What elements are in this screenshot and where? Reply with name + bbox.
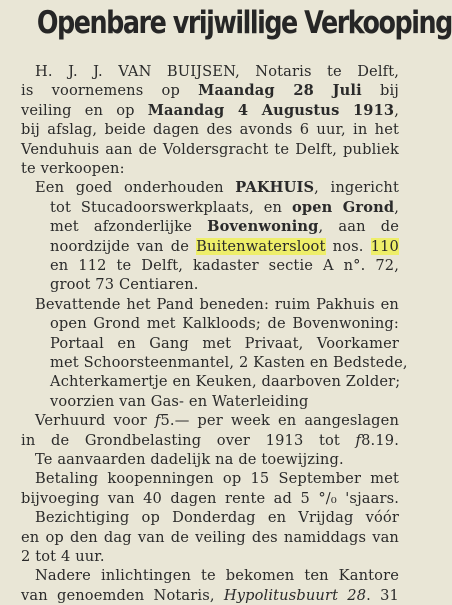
text-segment: ,	[394, 198, 399, 216]
text-line	[35, 451, 344, 469]
text-segment: . 31	[366, 586, 399, 604]
text-segment: Te aanvaarden dadelijk na de toewijzing.	[35, 451, 344, 468]
text-segment: en op den dag van de veiling des namiddags van	[21, 528, 399, 546]
text-line	[35, 412, 399, 430]
text-segment: voorzien van Gas- en Waterleiding	[50, 392, 309, 410]
text-segment: Achterkamertje en Keuken, daarboven Zolder;	[50, 373, 401, 391]
text-segment: 5.— per week en aangeslagen	[160, 412, 399, 430]
text-segment: H. J. J. VAN BUIJSEN, Notaris te Delft,	[35, 63, 399, 80]
text-line	[50, 276, 199, 294]
text-line	[35, 179, 399, 197]
text-line	[21, 121, 399, 139]
text-line	[21, 160, 125, 178]
headline: Openbare vrijwillige Verkooping	[36, 5, 452, 41]
text-line	[21, 490, 399, 508]
text-line	[21, 102, 399, 120]
text-segment: en 112 te Delft, kadaster sectie A n°. 72,	[50, 257, 399, 274]
text-segment: Bevattende het Pand beneden: ruim Pakhuis en	[35, 295, 399, 313]
text-segment: Verhuurd voor	[35, 412, 155, 430]
text-segment: bij afslag, beide dagen des avonds 6 uur, in het	[21, 121, 399, 139]
text-line	[35, 567, 399, 585]
text-line	[35, 509, 399, 527]
text-line	[35, 63, 399, 81]
text-segment: Betaling koopenningen op 15 September met	[35, 470, 399, 488]
text-segment: f	[154, 412, 161, 430]
text-segment: nos.	[325, 237, 371, 255]
text-segment: f	[355, 431, 362, 449]
text-segment: van genoemden Notaris,	[21, 586, 224, 604]
text-segment: ,	[394, 101, 399, 119]
text-line	[50, 199, 399, 217]
text-segment: met Schoorsteenmantel, 2 Kasten en Bedstede,	[50, 354, 408, 371]
text-segment: Venduhuis aan de Voldersgracht te Delft, publiek	[21, 140, 399, 158]
text-line	[21, 141, 399, 159]
text-segment: Portaal en Gang met Privaat, Voorkamer	[50, 334, 399, 352]
text-segment: Nadere inlichtingen te bekomen ten Kantore	[35, 567, 399, 585]
text-line	[50, 238, 399, 256]
text-line	[50, 335, 399, 353]
text-line	[21, 548, 105, 566]
text-segment: bijvoeging van 40 dagen rente ad 5 °/₀ 'sjaars.	[21, 489, 399, 507]
text-line	[35, 296, 399, 314]
text-line	[21, 529, 399, 547]
text-segment: PAKHUIS	[235, 179, 315, 197]
text-segment: Maandag 28 Juli	[198, 82, 362, 100]
text-segment: met afzonderlijke	[50, 218, 208, 236]
text-segment: , aan de	[318, 218, 399, 236]
text-segment: tot Stucadoorswerkplaats, en	[50, 198, 292, 216]
text-segment: is voornemens op	[21, 82, 199, 100]
text-segment: bij	[361, 82, 399, 100]
text-segment: noordzijde van de	[50, 237, 197, 255]
text-line	[50, 354, 408, 372]
text-segment: Bovenwoning	[207, 218, 319, 236]
text-line	[50, 218, 399, 236]
text-segment: open Grond	[291, 198, 395, 216]
text-segment: te verkoopen:	[21, 160, 125, 177]
text-line	[50, 393, 308, 411]
text-segment: groot 73 Centiaren.	[50, 276, 199, 294]
text-line	[50, 257, 399, 275]
text-segment: Een goed onderhouden	[35, 179, 236, 197]
text-line	[50, 315, 399, 333]
text-line	[50, 373, 399, 391]
text-segment: Hypolitusbuurt 28	[223, 586, 367, 604]
text-line	[21, 82, 399, 100]
highlighted-text: Buitenwatersloot	[196, 237, 326, 255]
text-segment: Maandag 4 Augustus 1913	[147, 101, 395, 119]
text-segment: 8.19.	[361, 431, 399, 449]
text-line	[35, 470, 399, 488]
text-segment: , ingericht	[314, 179, 399, 197]
highlighted-text: 110	[370, 237, 399, 255]
text-segment: 2 tot 4 uur.	[21, 548, 105, 565]
text-segment: veiling en op	[21, 101, 148, 119]
text-segment: Bezichtiging op Donderdag en Vrijdag vóór	[35, 509, 399, 527]
text-segment: open Grond met Kalkloods; de Bovenwoning:	[50, 315, 399, 333]
text-line	[21, 587, 399, 605]
text-segment: in de Grondbelasting over 1913 tot	[21, 431, 356, 449]
text-line	[21, 432, 399, 450]
